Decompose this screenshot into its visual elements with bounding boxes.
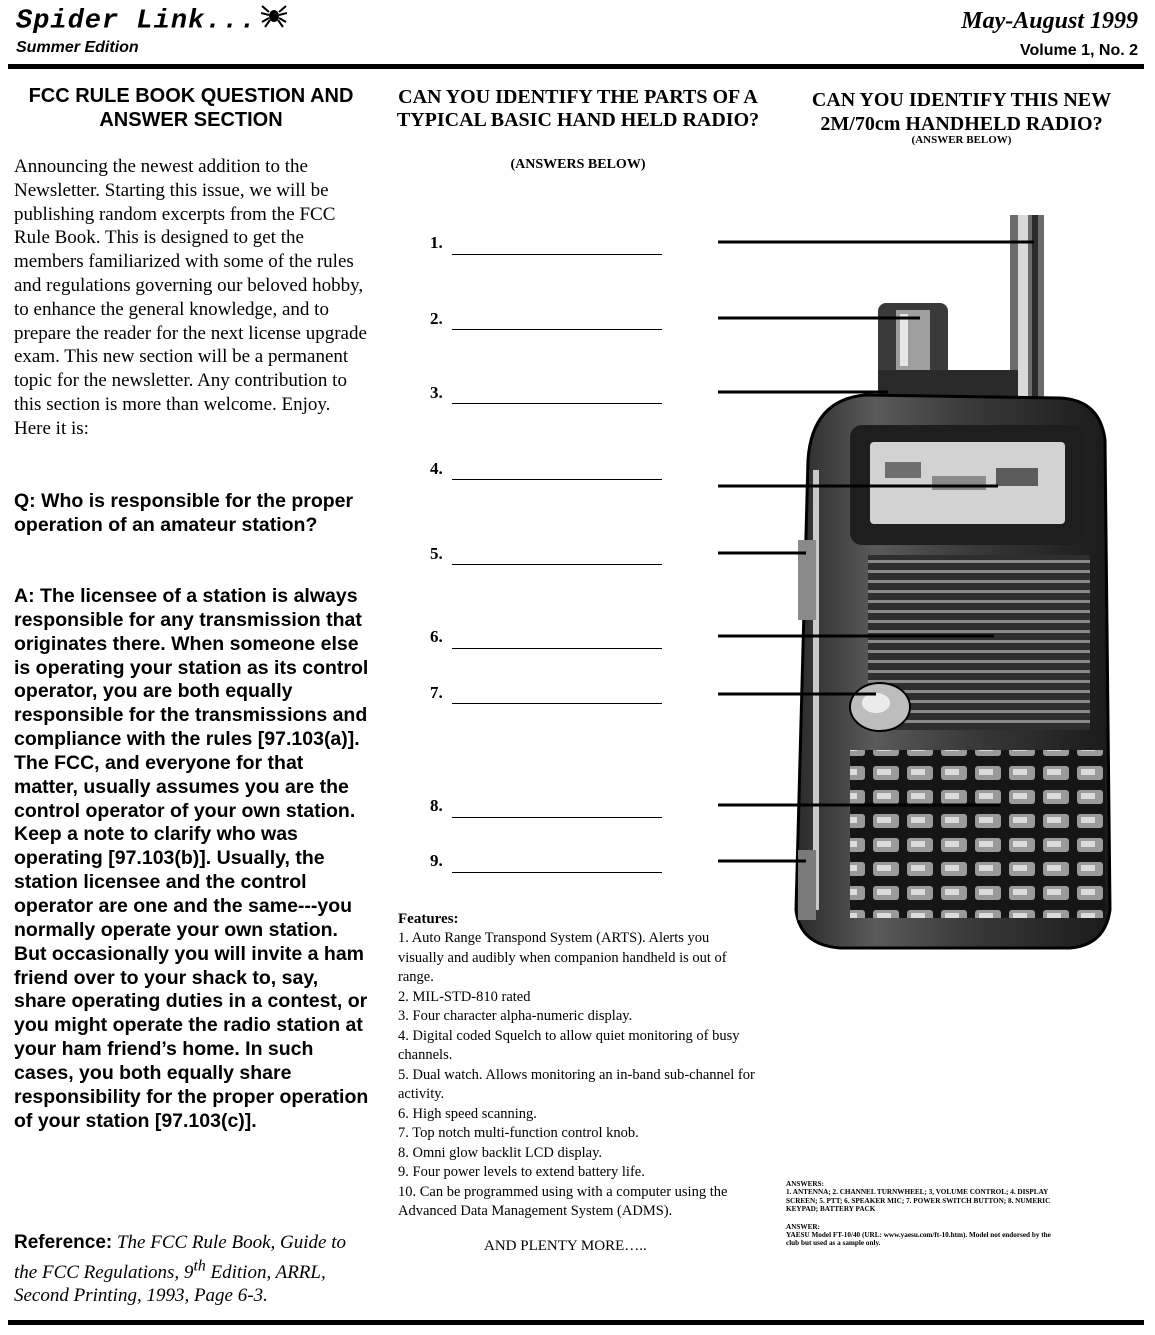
newsletter-title-text: Spider Link... — [16, 6, 257, 37]
feature-item: 5. Dual watch. Allows monitoring an in-band sub-channel for activity. — [398, 1066, 755, 1102]
blank-line — [452, 479, 662, 480]
parts-quiz-heading: CAN YOU IDENTIFY THE PARTS OF A TYPICAL BASIC HAND HELD RADIO? — [396, 86, 760, 131]
qa-answer: A: The licensee of a station is always responsible for any transmission that originates there. When someone else is operating your station as its control operator, you are both equally responsible for the transmissions and compliance with the rules [97.103(a)]. The FCC, and everyone for that matter, usually assumes you are the control operator of your own station. Keep a note to clarify who was operating [97.103(b)]. Usually, the station licensee and the control operator are one and the same---you normally operate your own station. But occasionally you will invite a ham friend over to your shack to, say, share operating duties in a contest, or you might operate the radio station at your ham friend’s home. In such cases, you both equally share responsibility for the proper operation of your station [97.103(c)]. — [14, 585, 369, 1132]
blank-line — [452, 403, 662, 404]
blank-number: 3. — [430, 383, 443, 402]
qa-intro-paragraph: Announcing the newest addition to the Newsletter. Starting this issue, we will be publishing random excerpts from the FCC Rule Book. This is designed to get the members familiarized with some of the rules and regulations governing our beloved hobby, to enhance the general knowledge, and to prepare the reader for the next license upgrade exam. This new section will be a permanent topic for the newsletter. Any contribution to this section is more than welcome. Enjoy. Here it is: — [14, 156, 367, 439]
blank-number: 9. — [430, 851, 443, 870]
feature-item: 3. Four character alpha-numeric display. — [398, 1008, 633, 1024]
blank-line — [452, 872, 662, 873]
top-divider — [8, 64, 1144, 69]
issue-date: May-August 1999 — [961, 8, 1138, 34]
answers-label: ANSWERS: — [786, 1180, 824, 1188]
blank-number: 6. — [430, 627, 443, 646]
blank-number: 4. — [430, 459, 443, 478]
feature-item: 8. Omni glow backlit LCD display. — [398, 1144, 603, 1161]
handheld-radio-illustration — [700, 210, 1120, 955]
feature-item: 7. Top notch multi-function control knob. — [398, 1125, 639, 1141]
feature-item: 10. Can be programmed using with a computer using the Advanced Data Management System (ADMS). — [398, 1183, 728, 1219]
feature-item: 4. Digital coded Squelch to allow quiet monitoring of busy channels. — [398, 1027, 740, 1063]
features-list — [398, 929, 758, 1222]
reference-text-part-1: The FCC Rule Book, Guide to the FCC Regulations, 9 — [14, 1232, 346, 1283]
answers-box — [786, 1180, 1056, 1248]
blank-line — [452, 817, 662, 818]
edition-label: Summer Edition — [16, 39, 139, 56]
blank-number: 5. — [430, 544, 443, 563]
bottom-divider — [8, 1320, 1144, 1325]
qa-section-heading: FCC RULE BOOK QUESTION AND ANSWER SECTION — [28, 85, 354, 131]
radio-keypad — [850, 750, 1105, 918]
qa-question: Q: Who is responsible for the proper operation of an amateur station? — [14, 490, 354, 536]
plenty-more-note: AND PLENTY MORE….. — [484, 1238, 647, 1254]
features-heading: Features: — [398, 911, 459, 927]
spider-icon — [261, 4, 287, 37]
reference-superscript: th — [193, 1257, 206, 1275]
feature-item: 2. MIL-STD-810 rated — [398, 988, 531, 1005]
reference-citation — [14, 1231, 364, 1308]
blank-number: 1. — [430, 233, 443, 252]
blank-line — [452, 254, 662, 255]
feature-item: 1. Auto Range Transpond System (ARTS). Alerts you visually and audibly when companion handheld is out of range. — [398, 930, 727, 985]
answer-label: ANSWER: — [786, 1222, 820, 1231]
feature-item: 9. Four power levels to extend battery life. — [398, 1164, 645, 1180]
issue-volume: Volume 1, No. 2 — [1020, 42, 1138, 59]
blank-number: 8. — [430, 796, 443, 815]
radio-power-button — [850, 683, 910, 731]
feature-item: 6. High speed scanning. — [398, 1105, 537, 1122]
blank-line — [452, 564, 662, 565]
blank-line — [452, 648, 662, 649]
newsletter-title — [16, 4, 287, 37]
blank-line — [452, 329, 662, 330]
radio-quiz-subheading: (ANSWER BELOW) — [911, 134, 1012, 146]
answers-text: 1. ANTENNA; 2. CHANNEL TURNWHEEL; 3, VOLUME CONTROL; 4. DISPLAY SCREEN; 5. PTT; 6. SPEAKER MIC; 7. POWER SWITCH BUTTON; 8. NUMERIC KEYPAD; BATTERY PACK — [786, 1188, 1051, 1214]
blank-number: 2. — [430, 309, 443, 328]
radio-quiz-heading: CAN YOU IDENTIFY THIS NEW 2M/70cm HANDHELD RADIO? — [811, 89, 1112, 135]
answer-text: YAESU Model FT-10/40 (URL: www.yaesu.com/ft-10.htm). Model not endorsed by the club but used as a sample only. — [786, 1231, 1051, 1248]
blank-number: 7. — [430, 683, 443, 702]
reference-text-part-2: Edition, ARRL, Second Printing, 1993, Page 6-3. — [14, 1261, 326, 1307]
blank-line — [452, 703, 662, 704]
reference-label: Reference: — [14, 1232, 113, 1253]
parts-quiz-subheading: (ANSWERS BELOW) — [510, 157, 646, 172]
